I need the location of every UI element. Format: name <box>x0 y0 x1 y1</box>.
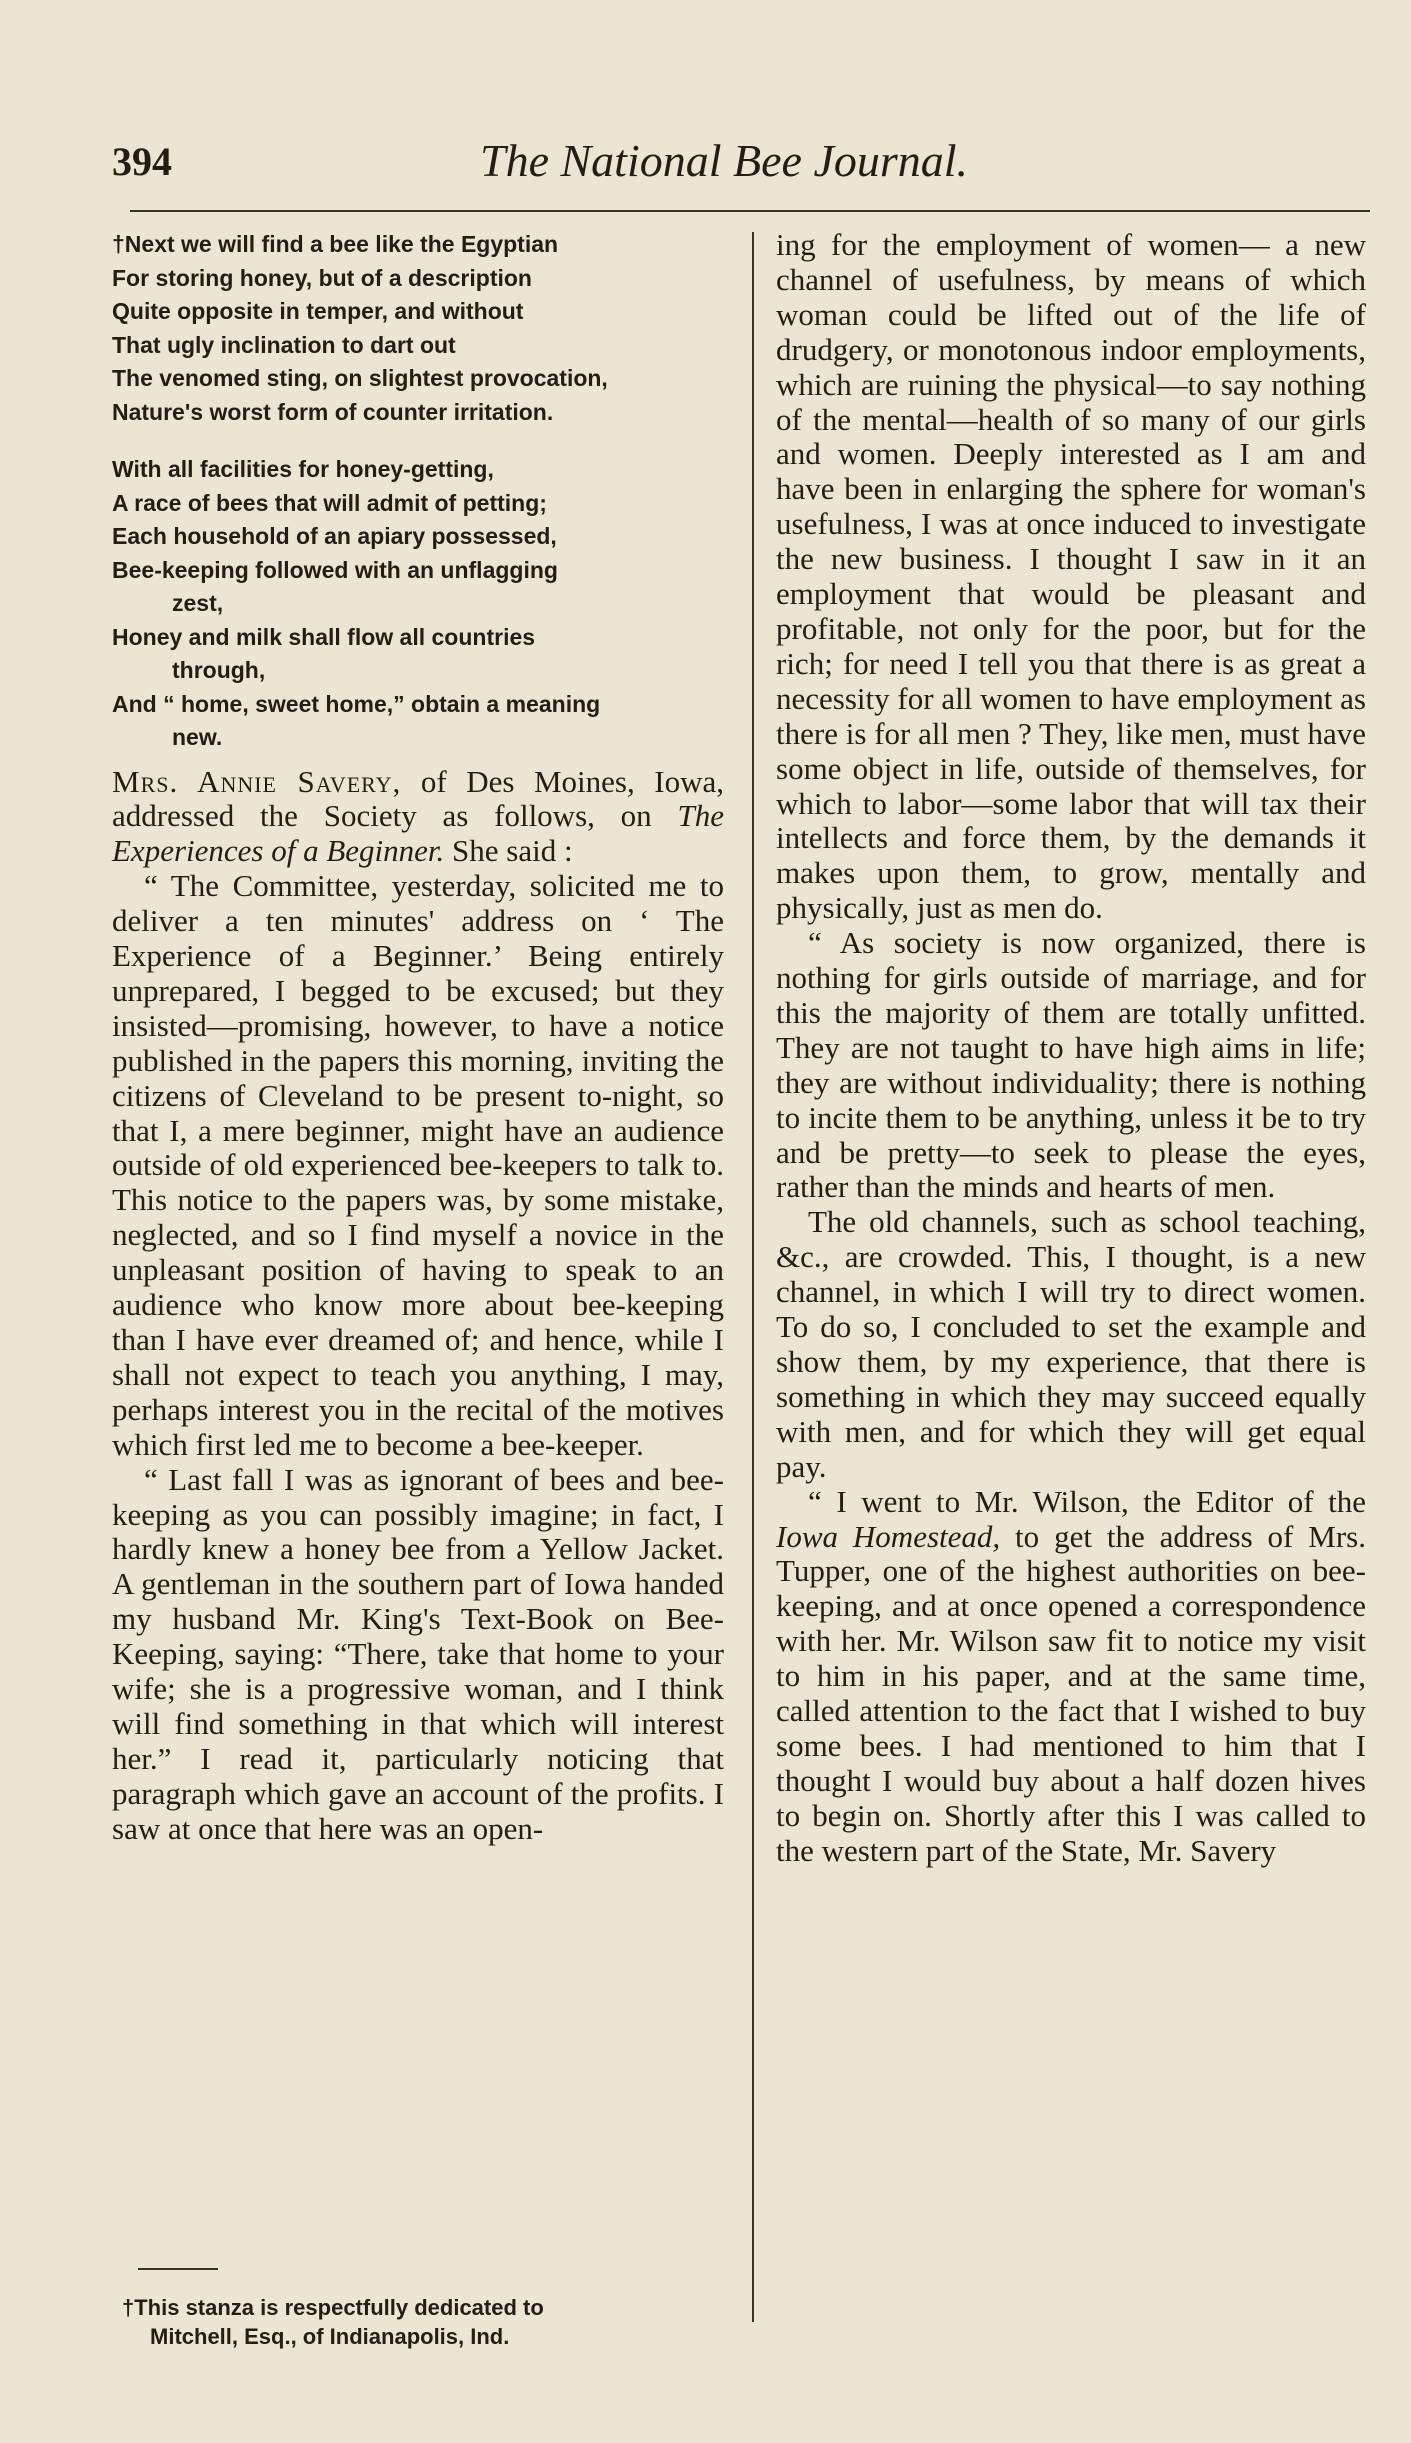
paragraph: “ As society is now organized, there is nothing for girls outside of marriage, and for this the majority of them are totally unfitted. They are not taught to have high aims in life; they are without individuality; there is nothing to incite them to be anything, unless it be to try and be pretty—to seek to please the eyes, rather than the minds and hearts of men. <box>776 925 1366 1205</box>
paragraph: ing for the employment of women— a new channel of usefulness, by means of which woman could be lifted out of the life of drudgery, or monotonous indoor employments, which are ruining the physical—to say nothing of the mental—health of so many of our girls and women. Deeply interested as I am and have been in enlarging the sphere for woman's usefulness, I was at once induced to investigate the new business. I thought I saw in it an employment that would be pleasant and profitable, not only for the poor, but for the rich; for need I tell you that there is as great a necessity for all women to have employment as there is for all men ? They, like men, must have some object in life, outside of themselves, for which to labor—some labor that will tax their intellects and force them, by the demands it makes upon them, to grow, mentally and physically, just as men do. <box>776 227 1366 926</box>
paragraph: “ Last fall I was as ignorant of bees and bee-keeping as you can possibly imagine; in fact, I hardly knew a honey bee from a Yellow Jacket. A gentleman in the southern part of Iowa handed my husband Mr. King's Text-Book on Bee-Keeping, saying: “There, take that home to your wife; she is a progressive woman, and I think will find something in that which will interest her.” I read it, particularly noticing that paragraph which gave an account of the profits. I saw at once that here was an open- <box>112 1461 724 1846</box>
footnote-line: †This stanza is respectfully dedicated to <box>122 2295 544 2320</box>
column-divider <box>752 232 754 2322</box>
footnote-line: Mitchell, Esq., of Indianapolis, Ind. <box>150 2324 510 2349</box>
poem-line: A race of bees that will admit of petting; <box>112 489 547 516</box>
paragraph-text: to get the address of Mrs. Tupper, one of the highest authorities on bee-keeping, and at once opened a correspondence with her. Mr. Wilson saw fit to notice my visit to him in his paper, and at the same time, called attention to the fact that I wished to buy some bees. I had mentioned to him that I thought I would buy about a half dozen hives to begin on. Shortly after this I was called to the western part of the State, Mr. Savery <box>776 1518 1366 1868</box>
intro-text: She said : <box>444 833 573 869</box>
stanza-gap <box>112 429 724 453</box>
poem-line: Nature's worst form of counter irritation. <box>112 398 554 425</box>
paragraph: “ The Committee, yesterday, solicited me to deliver a ten minutes' address on ‘ The Experience of a Beginner.’ Being entirely unprepared, I begged to be excused; but they insisted—promising, however, to have a notice published in the papers this morning, inviting the citizens of Cleveland to be present to-night, so that I, a mere beginner, might have an audience outside of old experienced bee-keepers to talk to. This notice to the papers was, by some mistake, neglected, and so I find myself a novice in the unpleasant position of having to speak to an audience who know more about bee-keeping than I have ever dreamed of; and hence, while I shall not expect to teach you anything, I may, perhaps interest you in the recital of the motives which first led me to become a bee-keeper. <box>112 868 724 1462</box>
poem-line: zest, <box>172 590 224 616</box>
footnote-rule <box>138 2268 218 2270</box>
poem-line: Bee-keeping followed with an unflagging <box>112 556 558 583</box>
paragraph: The old channels, such as school teaching, &c., are crowded. This, I thought, is a new channel, in which I will try to direct women. To do so, I concluded to set the example and show them, by my experience, that there is something in which they may succeed equally with men, and for which they will get equal pay. <box>776 1204 1366 1484</box>
poem-line: With all facilities for honey-getting, <box>112 456 494 482</box>
left-column <box>112 228 724 1847</box>
right-column <box>776 228 1366 1869</box>
publication-name: Iowa Homestead, <box>776 1518 1001 1554</box>
journal-title: The National Bee Journal. <box>480 135 969 186</box>
speech-topic: The Experiences of a Beginner. <box>112 798 724 869</box>
poem-stanza-2 <box>112 453 724 755</box>
poem-line: Quite opposite in temper, and without <box>112 298 524 324</box>
poem-line: through, <box>172 657 266 683</box>
poem-line: Each household of an apiary possessed, <box>112 523 557 549</box>
poem-stanza-1 <box>112 228 724 429</box>
poem-line: For storing honey, but of a description <box>112 264 532 291</box>
speaker-intro <box>112 765 724 870</box>
poem-line: new. <box>172 724 223 750</box>
page-number: 394 <box>112 139 172 184</box>
poem-line: The venomed sting, on slightest provocation, <box>112 365 608 391</box>
footnote <box>122 2293 732 2351</box>
header-rule <box>130 210 1370 212</box>
speaker-name: Mrs. Annie Savery, <box>112 763 402 799</box>
paragraph-text: “ I went to Mr. Wilson, the Editor of the <box>808 1483 1366 1519</box>
poem-line: Honey and milk shall flow all countries <box>112 623 536 650</box>
poem-line: That ugly inclination to dart out <box>112 331 456 358</box>
poem-line: And “ home, sweet home,” obtain a meaning <box>112 690 601 717</box>
intro-text: of Des Moines, Iowa, addressed the Society as follows, on <box>112 763 724 834</box>
paragraph <box>776 1485 1366 1869</box>
poem-line: †Next we will find a bee like the Egyptian <box>112 231 559 257</box>
